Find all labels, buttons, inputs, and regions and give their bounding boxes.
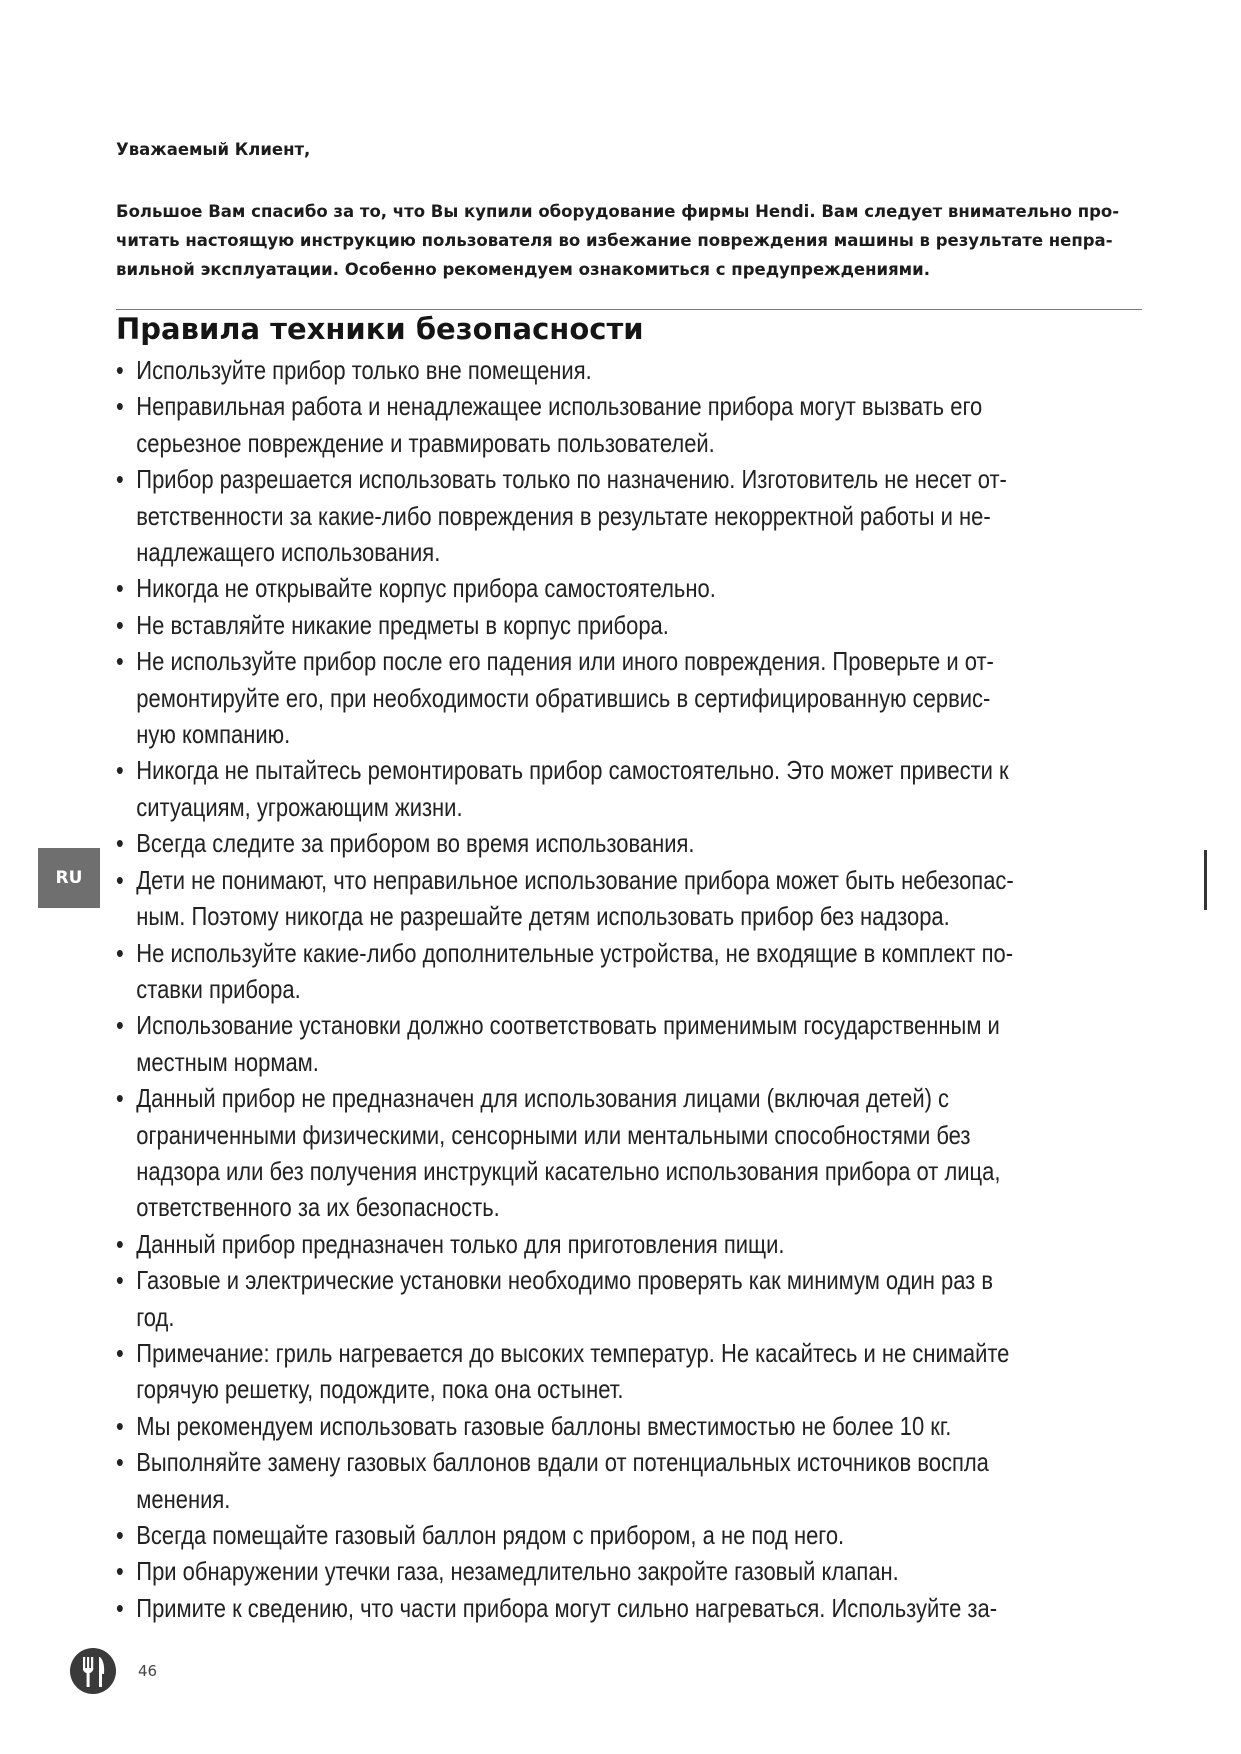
fork-knife-logo-icon xyxy=(70,1648,116,1694)
safety-rule-text: ответственного за их безопасность. xyxy=(136,1192,500,1223)
safety-rule-text: местным нормам. xyxy=(136,1046,319,1077)
safety-rule-text: ситуациям, угрожающим жизни. xyxy=(136,791,463,822)
safety-rule-text: При обнаружении утечки газа, незамедлительно закройте газовый клапан. xyxy=(136,1556,899,1587)
safety-rule-text: ветственности за какие-либо повреждения в результате некорректной работы и не- xyxy=(136,500,991,531)
section-heading: Правила техники безопасности xyxy=(116,312,644,346)
safety-rule-item xyxy=(116,607,996,643)
bullet-marker: • xyxy=(116,1410,124,1441)
safety-rule-text: Дети не понимают, что неправильное использование прибора может быть небезопас- xyxy=(136,864,1014,895)
safety-rule-text: Прибор разрешается использовать только по назначению. Изготовитель не несет от- xyxy=(136,464,1007,495)
intro-line: Большое Вам спасибо за то, что Вы купили оборудование фирмы Hendi. Вам следует внимательно про- xyxy=(116,202,1120,221)
safety-rule-text: ным. Поэтому никогда не разрешайте детям использовать прибор без надзора. xyxy=(136,901,950,932)
section-divider xyxy=(116,309,1142,310)
bullet-marker: • xyxy=(116,1447,124,1478)
safety-rule-item xyxy=(116,461,1007,570)
safety-rule-text: Использование установки должно соответствовать применимым государственным и xyxy=(136,1010,1000,1041)
safety-rule-text: ную компанию. xyxy=(136,719,291,750)
intro-line: вильной эксплуатации. Особенно рекомендуем ознакомиться с предупреждениями. xyxy=(116,260,930,279)
safety-rule-item xyxy=(116,1590,996,1626)
safety-rule-text: Всегда следите за прибором во время использования. xyxy=(136,828,695,859)
bullet-marker: • xyxy=(116,828,124,859)
safety-rule-text: Неправильная работа и ненадлежащее использование прибора могут вызвать его xyxy=(136,391,983,422)
language-tab: RU xyxy=(38,848,100,908)
safety-rule-item xyxy=(116,1007,1000,1080)
safety-rule-text: горячую решетку, подождите, пока она остынет. xyxy=(136,1374,624,1405)
safety-rule-text: Не вставляйте никакие предметы в корпус прибора. xyxy=(136,609,669,640)
bullet-marker: • xyxy=(116,646,124,677)
safety-rule-item xyxy=(116,1226,996,1262)
safety-rule-text: ограниченными физическими, сенсорными или ментальными способностями без xyxy=(136,1119,971,1150)
safety-rule-item xyxy=(116,1080,1001,1226)
safety-rule-text: Данный прибор не предназначен для использования лицами (включая детей) с xyxy=(136,1083,950,1114)
safety-rule-text: Газовые и электрические установки необходимо проверять как минимум один раз в xyxy=(136,1265,994,1296)
intro-line: читать настоящую инструкцию пользователя во избежание повреждения машины в результате непра- xyxy=(116,231,1113,250)
safety-rule-text: Примечание: гриль нагревается до высоких температур. Не касайтесь и не снимайте xyxy=(136,1337,1010,1368)
safety-rule-text: Не используйте какие-либо дополнительные устройства, не входящие в комплект по- xyxy=(136,937,1014,968)
greeting: Уважаемый Клиент, xyxy=(116,140,311,159)
bullet-marker: • xyxy=(116,391,124,422)
safety-rule-item xyxy=(116,1517,996,1553)
safety-rule-text: менения. xyxy=(136,1483,231,1514)
safety-rule-item xyxy=(116,752,1009,825)
safety-rule-text: Мы рекомендуем использовать газовые баллоны вместимостью не более 10 кг. xyxy=(136,1410,952,1441)
safety-rule-item xyxy=(116,1553,996,1589)
bullet-marker: • xyxy=(116,937,124,968)
bullet-marker: • xyxy=(116,355,124,385)
safety-rule-item xyxy=(116,935,1014,1008)
safety-rule-text: ставки прибора. xyxy=(136,973,301,1004)
safety-rule-item xyxy=(116,825,996,861)
safety-rule-item xyxy=(116,388,996,461)
safety-rule-item xyxy=(116,1335,1010,1408)
page-number: 46 xyxy=(138,1662,158,1680)
safety-rule-item xyxy=(116,862,1014,935)
safety-rule-text: Всегда помещайте газовый баллон рядом с прибором, а не под него. xyxy=(136,1520,845,1550)
bullet-marker: • xyxy=(116,609,124,640)
safety-rule-text: ремонтируйте его, при необходимости обратившись в сертифицированную сервис- xyxy=(136,682,991,713)
safety-rule-text: Не используйте прибор после его падения или иного повреждения. Проверьте и от- xyxy=(136,646,994,677)
safety-rule-item xyxy=(116,643,996,752)
bullet-marker: • xyxy=(116,573,124,604)
safety-rule-text: серьезное повреждение и травмировать пользователей. xyxy=(136,427,715,458)
safety-rule-text: Примите к сведению, что части прибора могут сильно нагреваться. Используйте за- xyxy=(136,1592,998,1623)
safety-rule-item xyxy=(116,570,996,606)
safety-rule-text: Никогда не открывайте корпус прибора самостоятельно. xyxy=(136,573,716,604)
margin-marker xyxy=(1204,850,1207,910)
safety-rule-item xyxy=(116,1408,996,1444)
safety-rule-item xyxy=(116,1262,996,1335)
safety-rule-text: Данный прибор предназначен только для приготовления пищи. xyxy=(136,1228,785,1259)
bullet-marker: • xyxy=(116,464,124,495)
safety-rule-text: Используйте прибор только вне помещения. xyxy=(136,355,592,385)
bullet-marker: • xyxy=(116,864,124,895)
safety-rule-item xyxy=(116,1444,996,1517)
safety-rule-text: Выполняйте замену газовых баллонов вдали от потенциальных источников воспла xyxy=(136,1447,989,1478)
safety-rule-text: надзора или без получения инструкций касательно использования прибора от лица, xyxy=(136,1155,1001,1186)
safety-rule-text: надлежащего использования. xyxy=(136,537,441,568)
bullet-marker: • xyxy=(116,1592,124,1623)
safety-rules-list xyxy=(116,352,1014,1626)
safety-rule-item xyxy=(116,352,996,388)
bullet-marker: • xyxy=(116,1337,124,1368)
bullet-marker: • xyxy=(116,1228,124,1259)
intro-paragraph xyxy=(116,197,1146,284)
bullet-marker: • xyxy=(116,1010,124,1041)
bullet-marker: • xyxy=(116,755,124,786)
bullet-marker: • xyxy=(116,1265,124,1296)
bullet-marker: • xyxy=(116,1556,124,1587)
safety-rule-text: год. xyxy=(136,1301,175,1332)
bullet-marker: • xyxy=(116,1083,124,1114)
safety-rule-text: Никогда не пытайтесь ремонтировать прибор самостоятельно. Это может привести к xyxy=(136,755,1009,786)
bullet-marker: • xyxy=(116,1520,124,1550)
